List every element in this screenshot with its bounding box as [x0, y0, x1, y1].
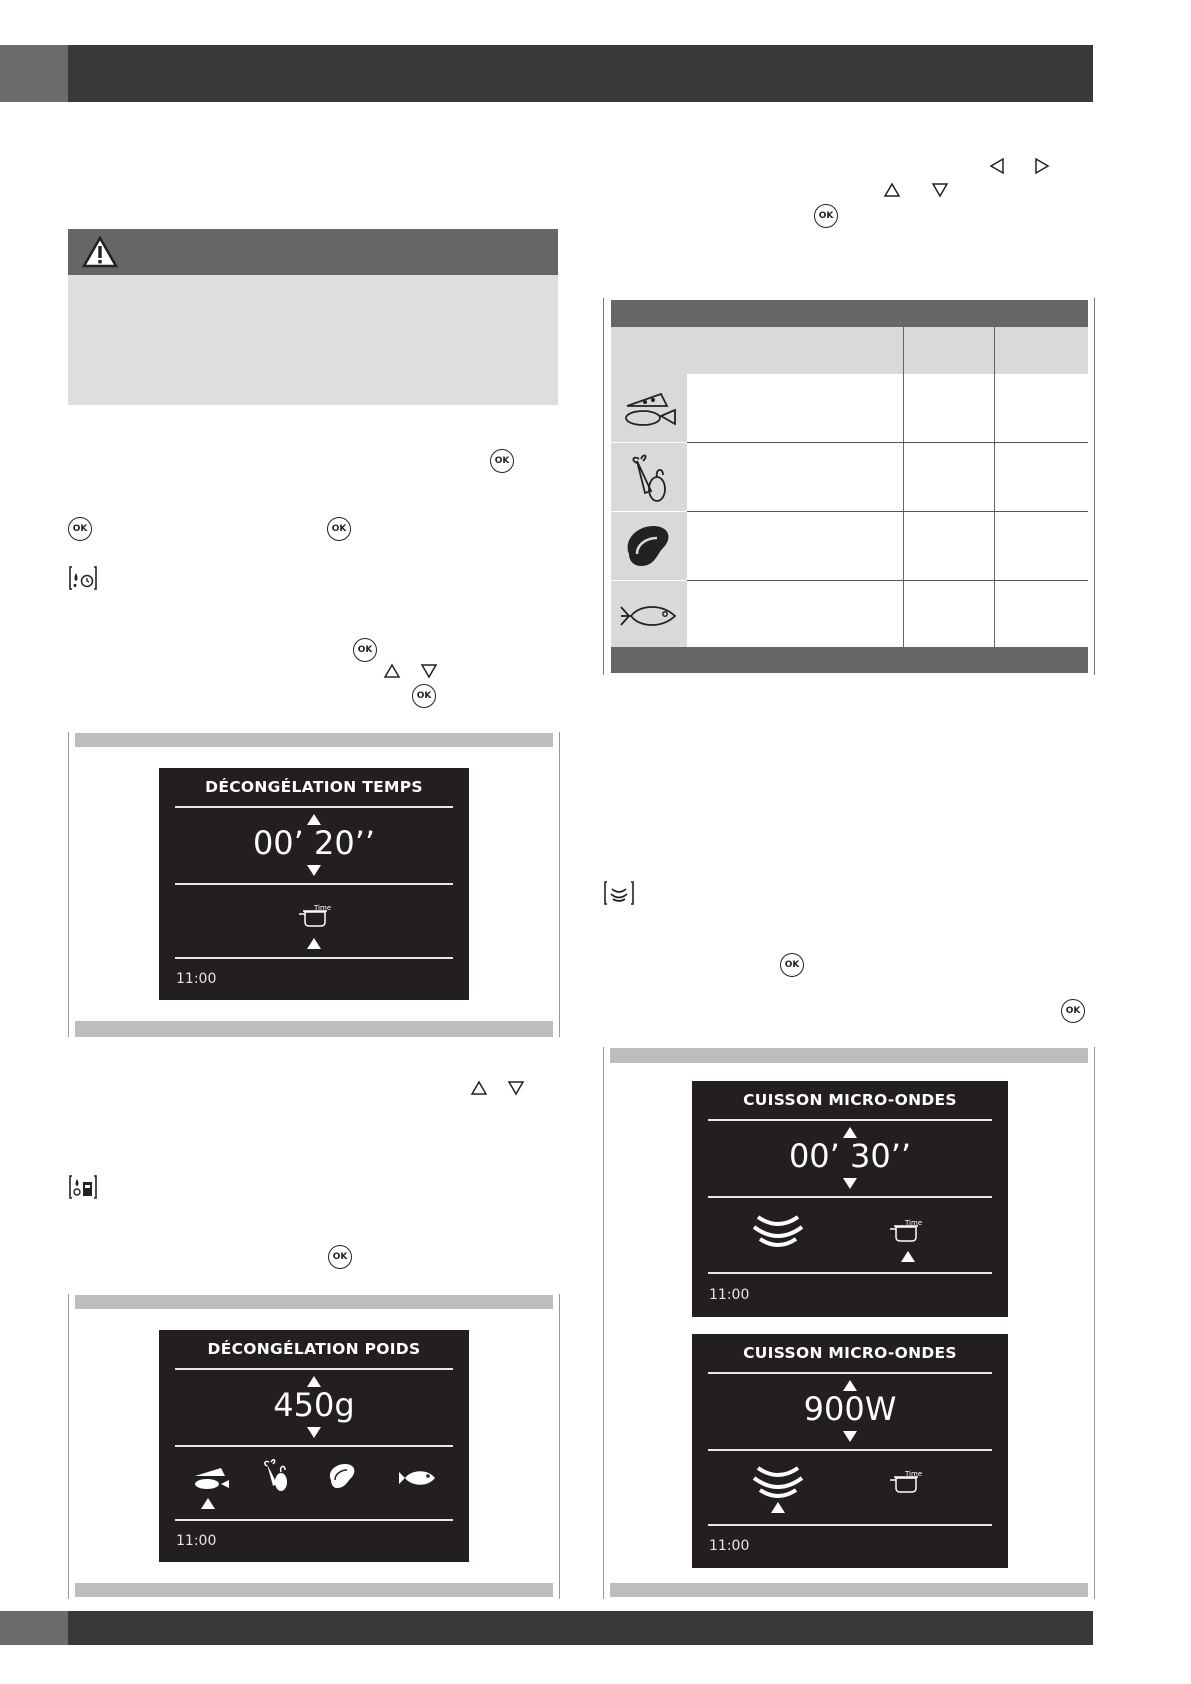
- vegetables-icon: [625, 451, 675, 505]
- ok-button-icon: OK: [68, 517, 92, 541]
- divider: [175, 957, 453, 959]
- bread-pizza-icon: [621, 386, 677, 430]
- panel-bottom-bar: [75, 1583, 553, 1597]
- warning-icon: [82, 236, 118, 268]
- table-row-icon-cell: [611, 374, 687, 442]
- warning-box-body: [68, 275, 558, 405]
- food-category-table: [603, 298, 1095, 675]
- header-bar: [68, 45, 1093, 102]
- screen-value: 00’ 20’’: [252, 824, 376, 862]
- divider: [708, 1372, 992, 1374]
- right-arrow-icon: [1033, 157, 1051, 179]
- up-arrow-icon: [470, 1080, 488, 1100]
- table-col-divider: [994, 327, 995, 647]
- warning-box-header: [68, 229, 558, 275]
- panel-top-bar: [610, 1048, 1088, 1063]
- ok-button-icon: OK: [412, 684, 436, 708]
- table-row-divider: [687, 442, 1088, 443]
- pot-timer-icon: [888, 1468, 924, 1494]
- fish-icon: [619, 601, 679, 631]
- defrost-time-mode-icon: [68, 565, 98, 591]
- table-row-icon-cell: [611, 443, 687, 511]
- ok-button-icon: OK: [814, 204, 838, 228]
- divider: [708, 1449, 992, 1451]
- ok-button-icon: OK: [353, 638, 377, 662]
- microwave-mode-icon: [603, 880, 635, 906]
- table-row-icon-cell: [611, 581, 687, 647]
- left-arrow-icon: [988, 157, 1006, 179]
- microwave-waves-icon: [748, 1211, 808, 1251]
- screen-title: CUISSON MICRO-ONDES: [743, 1091, 957, 1109]
- clock: 11:00: [709, 1287, 750, 1303]
- clock: 11:00: [176, 971, 217, 987]
- screen-title: DÉCONGÉLATION POIDS: [207, 1340, 421, 1358]
- footer-bar: [68, 1611, 1093, 1645]
- panel-top-bar: [75, 733, 553, 747]
- pot-time-tag: Time: [905, 1470, 923, 1478]
- panel-bottom-bar: [75, 1021, 553, 1037]
- microwave-waves-icon: [748, 1462, 808, 1502]
- ok-button-icon: OK: [327, 517, 351, 541]
- panel-bottom-bar: [610, 1583, 1088, 1597]
- ok-button-icon: OK: [1061, 999, 1085, 1023]
- down-arrow-icon: [931, 182, 949, 202]
- value-down-arrow-icon: [843, 1178, 857, 1189]
- table-row-divider: [687, 511, 1088, 512]
- panel-top-bar: [75, 1295, 553, 1309]
- vegetables-icon: [259, 1458, 293, 1494]
- bread-pizza-icon: [191, 1462, 231, 1492]
- screen-value: 900W: [803, 1390, 897, 1428]
- divider: [175, 1368, 453, 1370]
- up-arrow-icon: [383, 663, 401, 683]
- table-footer-bar: [611, 647, 1088, 673]
- defrost-weight-screen: [159, 1330, 469, 1562]
- divider: [708, 1272, 992, 1274]
- value-down-arrow-icon: [307, 865, 321, 876]
- divider: [175, 806, 453, 808]
- defrost-weight-panel: [68, 1294, 560, 1599]
- microwave-power-screen: [692, 1334, 1008, 1568]
- pot-timer-icon: [297, 902, 333, 928]
- screen-value: 00’ 30’’: [788, 1137, 912, 1175]
- divider: [708, 1119, 992, 1121]
- screen-value: 450g: [273, 1386, 355, 1424]
- defrost-weight-mode-icon: [68, 1174, 98, 1200]
- selector-up-arrow-icon: [771, 1502, 785, 1513]
- screen-title: CUISSON MICRO-ONDES: [743, 1344, 957, 1362]
- pot-time-tag: Time: [905, 1219, 923, 1227]
- clock: 11:00: [176, 1533, 217, 1549]
- table-header-bar: [611, 300, 1088, 327]
- value-down-arrow-icon: [843, 1431, 857, 1442]
- meat-icon: [621, 520, 677, 574]
- header-tab: [0, 45, 68, 102]
- pot-timer-icon: [888, 1217, 924, 1243]
- up-arrow-icon: [883, 182, 901, 202]
- table-row-icon-cell: [611, 512, 687, 580]
- table-subheader: [611, 327, 1088, 374]
- down-arrow-icon: [507, 1080, 525, 1100]
- meat-icon: [325, 1460, 359, 1492]
- clock: 11:00: [709, 1538, 750, 1554]
- fish-icon: [397, 1466, 437, 1490]
- defrost-time-screen: [159, 768, 469, 1000]
- selector-up-arrow-icon: [201, 1498, 215, 1509]
- divider: [175, 883, 453, 885]
- divider: [708, 1524, 992, 1526]
- screen-title: DÉCONGÉLATION TEMPS: [205, 778, 423, 796]
- table-row-divider: [687, 580, 1088, 581]
- pot-time-tag: Time: [314, 904, 332, 912]
- value-down-arrow-icon: [307, 1427, 321, 1438]
- divider: [175, 1519, 453, 1521]
- divider: [175, 1445, 453, 1447]
- footer-tab: [0, 1611, 68, 1645]
- table-col-divider: [903, 327, 904, 647]
- ok-button-icon: OK: [780, 953, 804, 977]
- ok-button-icon: OK: [328, 1245, 352, 1269]
- ok-button-icon: OK: [490, 449, 514, 473]
- selector-up-arrow-icon: [901, 1251, 915, 1262]
- selector-up-arrow-icon: [307, 938, 321, 949]
- defrost-time-panel: [68, 732, 560, 1037]
- divider: [708, 1196, 992, 1198]
- microwave-time-screen: [692, 1081, 1008, 1317]
- down-arrow-icon: [420, 663, 438, 683]
- microwave-panel: [603, 1047, 1095, 1599]
